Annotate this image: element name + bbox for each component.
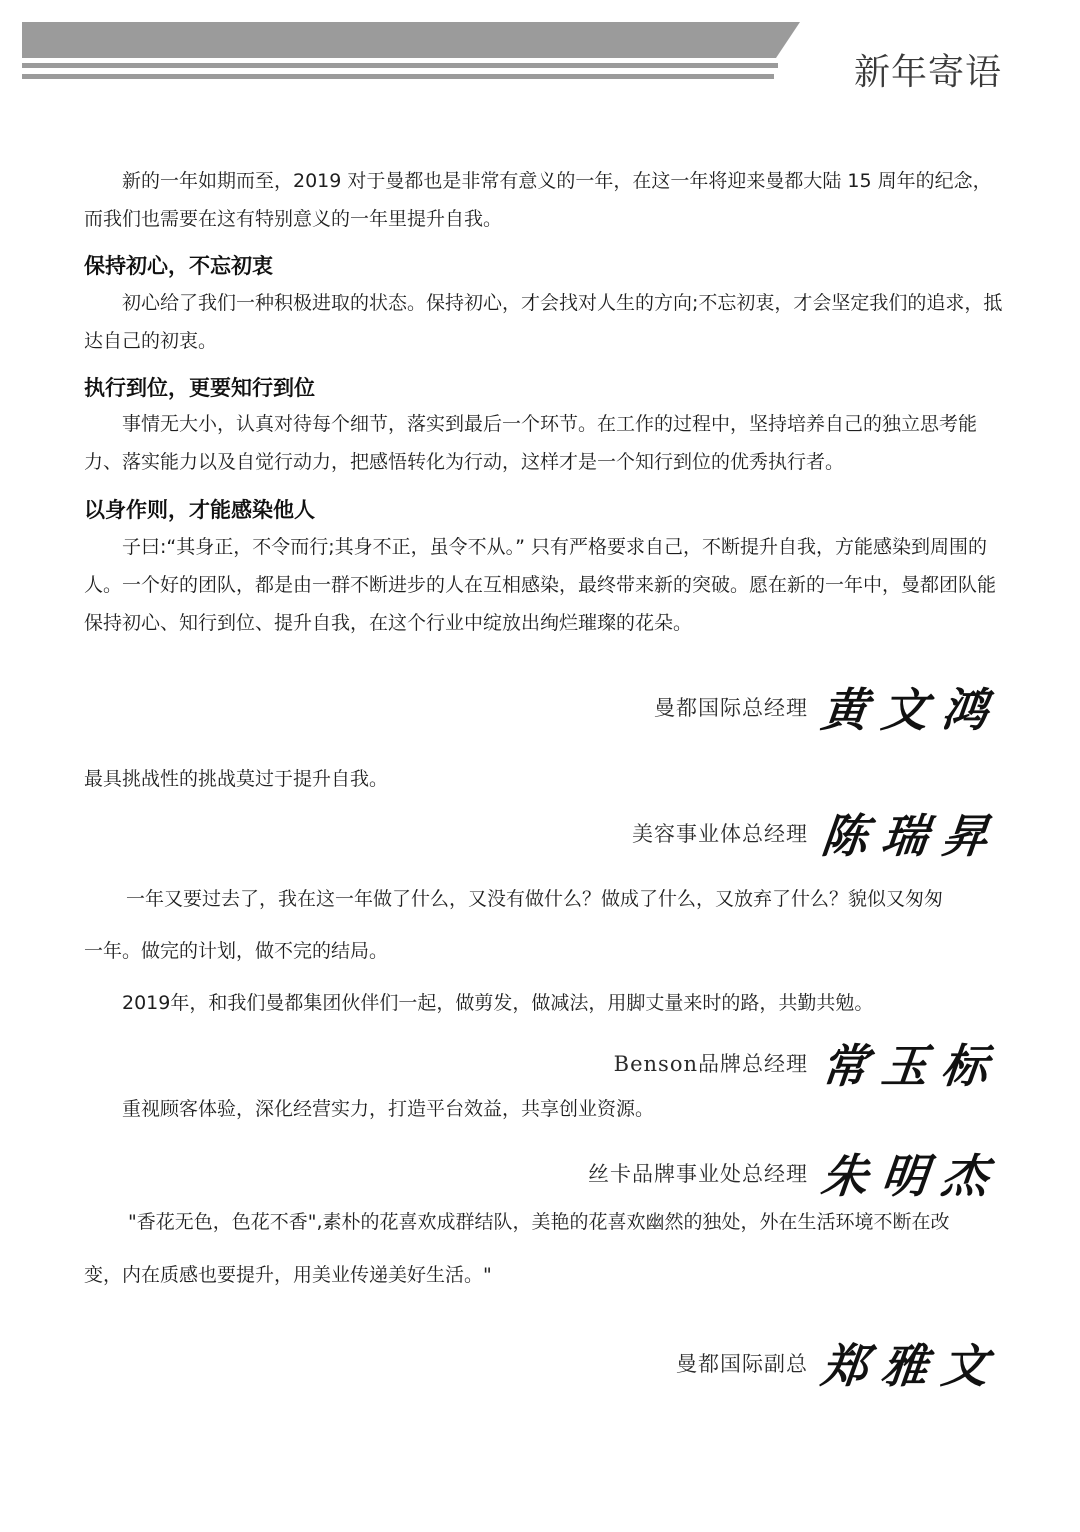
- signature-title: 曼都国际总经理: [654, 696, 808, 720]
- section-paragraph: 初心给了我们一种积极进取的状态。保持初心，才会找对人生的方向;不忘初衷，才会坚定我们的追求，抵达自己的初衷。: [84, 292, 1003, 352]
- page-header: [0, 0, 1080, 110]
- signature-title: 曼都国际副总: [676, 1352, 808, 1376]
- signature-title: Benson品牌总经理: [613, 1052, 808, 1076]
- section-paragraph: 一个好的团队，都是由一群不断进步的人在互相感染，最终带来新的突破。愿在新的一年中，曼都团队能保持初心、知行到位、提升自我，在这个行业中绽放出绚烂璀璨的花朵。: [84, 574, 997, 634]
- message-paragraph: "香花无色，色花不香",素朴的花喜欢成群结队，美艳的花喜欢幽然的独处，外在生活环境不断在改: [128, 1211, 950, 1233]
- signature-name: 黄文鸿: [818, 683, 1005, 737]
- page-title: 新年寄语: [853, 52, 1002, 93]
- signature-name: 朱明杰: [818, 1149, 1005, 1203]
- message-paragraph: 最具挑战性的挑战莫过于提升自我。: [84, 768, 389, 790]
- signature-name: 常玉标: [818, 1039, 1005, 1093]
- message-paragraph: 一年又要过去了，我在这一年做了什么，又没有做什么？做成了什么，又放弃了什么？貌似又匆匆: [126, 888, 944, 910]
- signature-title: 美容事业体总经理: [632, 822, 808, 846]
- signature-block: [676, 1330, 1005, 1396]
- section-paragraph: 事情无大小，认真对待每个细节，落实到最后一个环节。在工作的过程中，坚持培养自己的独立思考能力、落实能力以及自觉行动力，把感悟转化为行动，这样才是一个知行到位的优秀执行者。: [84, 413, 978, 473]
- section-heading: 保持初心，不忘初衷: [84, 254, 273, 278]
- signature-block: [632, 800, 1005, 866]
- signature-block: [613, 1030, 1005, 1096]
- section-heading: 执行到位，更要知行到位: [84, 376, 315, 400]
- message-paragraph: 2019年，和我们曼都集团伙伴们一起，做剪发，做减法，用脚丈量来时的路，共勤共勉。: [122, 992, 874, 1014]
- signature-block: [654, 674, 1005, 740]
- section-heading: 以身作则，才能感染他人: [84, 498, 315, 522]
- message-paragraph: 一年。做完的计划，做不完的结局。: [84, 940, 389, 962]
- section-paragraph: 子曰:“其身正，不令而行;其身不正，虽令不从。” 只有严格要求自己，不断提升自我，方能感染到周围的人。: [84, 536, 988, 596]
- signature-block: [588, 1140, 1005, 1206]
- intro-paragraph: 新的一年如期而至，2019 对于曼都也是非常有意义的一年，在这一年将迎来曼都大陆 15 周年的纪念，而我们也需要在这有特别意义的一年里提升自我。: [84, 170, 992, 230]
- message-paragraph: 重视顾客体验，深化经营实力，打造平台效益，共享创业资源。: [122, 1098, 655, 1120]
- signature-name: 郑雅文: [818, 1339, 1005, 1393]
- signature-title: 丝卡品牌事业处总经理: [588, 1162, 808, 1186]
- signature-name: 陈瑞昇: [818, 809, 1005, 863]
- message-paragraph: 变，内在质感也要提升，用美业传递美好生活。": [84, 1264, 492, 1286]
